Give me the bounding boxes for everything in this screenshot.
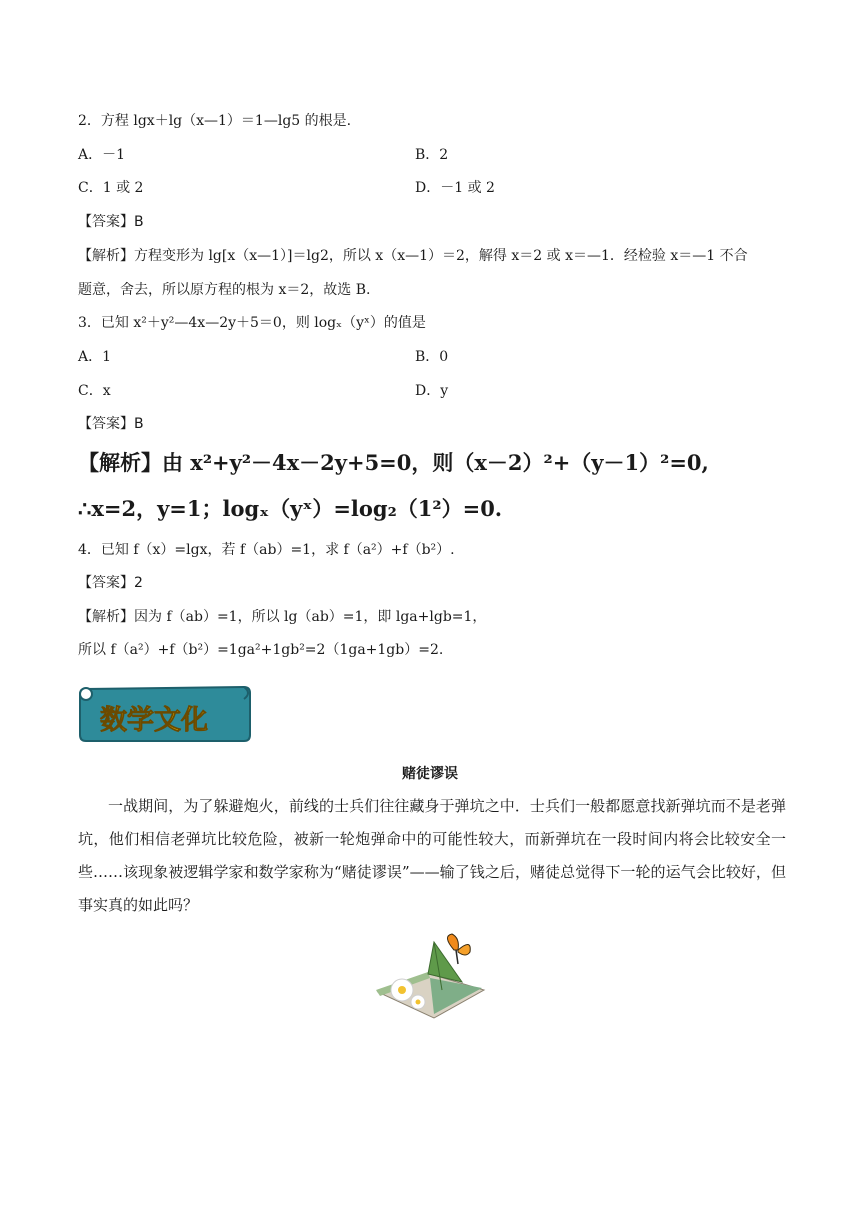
q2-answer: 【答案】B xyxy=(78,214,144,230)
article-title: 赌徒谬误 xyxy=(402,766,458,782)
q4-answer: 【答案】2 xyxy=(78,575,143,591)
q3-option-c: C．x xyxy=(78,383,111,399)
q3-stem: 3．已知 x²＋y²—4x—2y＋5＝0，则 logₓ（yˣ）的值是 xyxy=(78,315,426,331)
q3-answer: 【答案】B xyxy=(78,416,144,432)
q2-explanation-1: 【解析】方程变形为 lg[x（x—1）]＝lg2，所以 x（x—1）＝2，解得 x＝2 或 x＝—1．经检验 x＝—1 不合 xyxy=(78,248,748,264)
q4-explanation-1: 【解析】因为 f（ab）=1，所以 lg（ab）=1，即 lga+lgb=1， xyxy=(78,609,487,625)
q3-option-a: A．1 xyxy=(78,349,112,365)
q3-option-d: D．y xyxy=(415,383,449,399)
q2-stem: 2．方程 lgx＋lg（x—1）＝1—lg5 的根是. xyxy=(78,113,352,129)
q4-explanation-2: 所以 f（a²）+f（b²）=1ga²+1gb²=2（1ga+1gb）=2. xyxy=(78,642,444,658)
banner-label: 数学文化 xyxy=(100,705,208,736)
math-culture-banner xyxy=(76,683,252,745)
q2-explanation-2: 题意，舍去，所以原方程的根为 x＝2，故选 B. xyxy=(78,282,371,298)
article-body xyxy=(78,790,786,922)
q2-option-a: A．－1 xyxy=(78,147,126,163)
article-paragraph: 一战期间，为了躲避炮火，前线的士兵们往往藏身于弹坑之中．士兵们一般都愿意找新弹坑而不是老弹坑，他们相信老弹坑比较危险，被新一轮炮弹命中的可能性较大，而新弹坑在一段时间内将会比较安全一些……该现象被逻辑学家和数学家称为“赌徒谬误”——输了钱之后，赌徒总觉得下一轮的运气会比较好，但事实真的如此吗？ xyxy=(78,797,786,914)
q3-explanation-2: ∴x=2，y=1；logₓ（yˣ）=log₂（1²）=0. xyxy=(78,496,503,521)
q2-option-b: B．2 xyxy=(415,147,449,163)
q2-option-d: D．－1 或 2 xyxy=(415,180,495,196)
book-butterfly-icon xyxy=(372,930,487,1030)
q3-option-b: B．0 xyxy=(415,349,449,365)
q2-option-c: C．1 或 2 xyxy=(78,180,144,196)
q3-explanation-1: 【解析】由 x²+y²－4x－2y+5=0，则（x－2）²+（y－1）²=0, xyxy=(78,450,709,475)
q4-stem: 4．已知 f（x）=lgx，若 f（ab）=1，求 f（a²）+f（b²）. xyxy=(78,542,455,558)
